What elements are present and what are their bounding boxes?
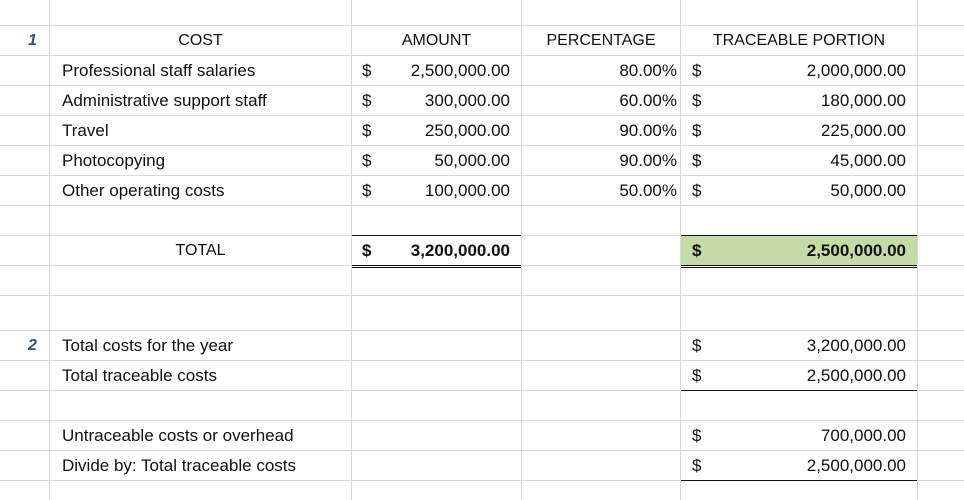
summary-dollar-sign: $ [692, 366, 702, 385]
amount-dollar-sign: $ [362, 91, 372, 110]
summary-value: 3,200,000.00 [806, 336, 906, 355]
total-traceable-top-border [681, 235, 917, 236]
header-cost: COST [178, 32, 223, 49]
traceable-dollar-sign: $ [692, 181, 702, 200]
traceable-value: 180,000.00 [820, 91, 906, 110]
amount-dollar-sign: $ [362, 151, 372, 170]
summary-label: Total traceable costs [62, 366, 217, 385]
cost-label: Professional staff salaries [62, 61, 256, 80]
summary-label: Divide by: Total traceable costs [62, 456, 297, 475]
summary-value: 2,500,000.00 [806, 456, 906, 475]
percentage-value: 90.00% [619, 151, 677, 170]
cost-label: Photocopying [62, 151, 166, 170]
summary-dollar-sign: $ [692, 456, 702, 475]
total-traceable-double-underline [681, 265, 917, 268]
traceable-value: 50,000.00 [830, 181, 906, 200]
row-number-1: 1 [28, 32, 37, 49]
amount-dollar-sign: $ [362, 181, 372, 200]
total-traceable-dollar-sign: $ [692, 241, 702, 260]
amount-value: 100,000.00 [424, 181, 510, 200]
amount-dollar-sign: $ [362, 121, 372, 140]
traceable-value: 45,000.00 [830, 151, 906, 170]
percentage-value: 80.00% [619, 61, 677, 80]
cost-label: Administrative support staff [62, 91, 267, 110]
summary-label: Untraceable costs or overhead [62, 426, 294, 445]
summary-dollar-sign: $ [692, 336, 702, 355]
traceable-dollar-sign: $ [692, 61, 702, 80]
summary-subtotal-underline [681, 390, 917, 391]
percentage-value: 90.00% [619, 121, 677, 140]
percentage-value: 50.00% [619, 181, 677, 200]
traceable-dollar-sign: $ [692, 151, 702, 170]
amount-value: 50,000.00 [434, 151, 510, 170]
total-label: TOTAL [175, 242, 226, 259]
cost-label: Travel [62, 121, 109, 140]
traceable-value: 2,000,000.00 [806, 61, 906, 80]
amount-value: 300,000.00 [424, 91, 510, 110]
summary-label: Total costs for the year [62, 336, 234, 355]
header-traceable-portion: TRACEABLE PORTION [712, 32, 886, 49]
total-amount-top-border [352, 235, 521, 236]
total-amount-value: 3,200,000.00 [410, 241, 510, 260]
total-traceable-value: 2,500,000.00 [806, 241, 906, 260]
summary-dollar-sign: $ [692, 426, 702, 445]
header-amount: AMOUNT [401, 32, 472, 49]
traceable-value: 225,000.00 [820, 121, 906, 140]
amount-value: 2,500,000.00 [410, 61, 510, 80]
summary-value: 2,500,000.00 [806, 366, 906, 385]
summary-divisor-underline [681, 480, 917, 481]
amount-dollar-sign: $ [362, 61, 372, 80]
summary-value: 700,000.00 [820, 426, 906, 445]
total-amount-double-underline [352, 265, 521, 268]
header-percentage: PERCENTAGE [546, 32, 656, 49]
cost-label: Other operating costs [62, 181, 225, 200]
row-number-2: 2 [28, 337, 37, 354]
traceable-dollar-sign: $ [692, 121, 702, 140]
total-amount-dollar-sign: $ [362, 241, 372, 260]
percentage-value: 60.00% [619, 91, 677, 110]
traceable-dollar-sign: $ [692, 91, 702, 110]
amount-value: 250,000.00 [424, 121, 510, 140]
